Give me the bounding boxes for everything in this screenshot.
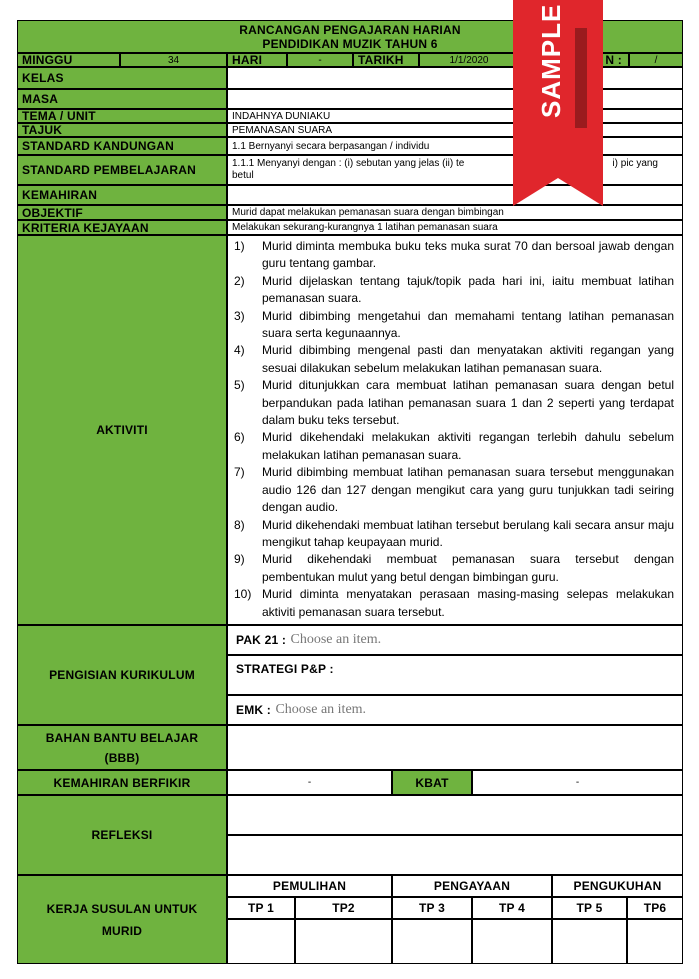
- group-pengayaan: PENGAYAAN: [392, 875, 552, 897]
- sp-value-part-a: 1.1.1 Menyanyi dengan : (i) sebutan yang jelas (ii) te: [232, 158, 465, 169]
- aktiviti-list-cell: [227, 235, 683, 625]
- refleksi-line2: [227, 835, 683, 875]
- bbb-label-line2: (BBB): [104, 750, 140, 765]
- tp-cell: [295, 919, 392, 964]
- susulan-label-line2: MURID: [101, 923, 143, 938]
- aktiviti-item: [234, 342, 674, 377]
- aktiviti-item-text: Murid dibimbing mengetahui dan memahami tentang latihan pemanasan suara serta kegunaannya.: [262, 308, 674, 341]
- aktiviti-item-text: Murid ditunjukkan cara membuat latihan pemanasan suara dengan betul berpandukan pada latihan pemanasan suara 1 dan 2 seperti yang terdapat dalam buku teks tersebut.: [262, 378, 674, 428]
- tp-cell: [392, 919, 472, 964]
- tema-label: TEMA / UNIT: [17, 109, 227, 123]
- aktiviti-item: [234, 273, 674, 308]
- aktiviti-item: [234, 517, 674, 552]
- tp-header: TP 4: [472, 897, 552, 919]
- sk-value: 1.1 Bernyanyi secara berpasangan / individu: [227, 137, 683, 155]
- group-pengukuhan: PENGUKUHAN: [552, 875, 683, 897]
- aktiviti-item: [234, 464, 674, 516]
- refleksi-label: REFLEKSI: [17, 795, 227, 875]
- pak21-label: PAK 21 :: [236, 633, 287, 647]
- sample-ribbon-watermark: [513, 0, 603, 178]
- tp-header: TP 1: [227, 897, 295, 919]
- aktiviti-list: [234, 238, 674, 621]
- minggu-value: 34: [120, 53, 227, 67]
- aktiviti-item-number: 9): [234, 552, 245, 567]
- bbb-label-line1: BAHAN BANTU BELAJAR: [45, 730, 199, 745]
- tp-cell: [472, 919, 552, 964]
- berfikir-label: KEMAHIRAN BERFIKIR: [17, 770, 227, 795]
- aktiviti-item-number: 7): [234, 465, 245, 480]
- kelas-value: [227, 67, 683, 89]
- refleksi-line1: [227, 795, 683, 835]
- aktiviti-item-text: Murid dibimbing mengenal pasti dan menyatakan aktiviti regangan yang sesuai dilakukan sebelum melakukan latihan pemanasan suara.: [262, 343, 674, 375]
- aktiviti-item-number: 8): [234, 517, 245, 532]
- tajuk-label: TAJUK: [17, 123, 227, 137]
- tp-header: TP6: [627, 897, 683, 919]
- sk-label: STANDARD KANDUNGAN: [17, 137, 227, 155]
- susulan-label-line1: KERJA SUSULAN UNTUK: [46, 901, 198, 916]
- ribbon-tip: [513, 178, 603, 206]
- objektif-label: OBJEKTIF: [17, 205, 227, 220]
- sp-value-part-b: i) pic yang: [612, 158, 658, 169]
- tp-cell: [552, 919, 627, 964]
- kbat-value: -: [472, 770, 683, 795]
- tp-cell: [627, 919, 683, 964]
- tp-cell: [227, 919, 295, 964]
- aktiviti-item-text: Murid dikehendaki membuat latihan tersebut berulang kali secara ansur maju mengikut tahap keupayaan murid.: [262, 517, 674, 549]
- aktiviti-item: [234, 429, 674, 464]
- strategi-label: STRATEGI P&P :: [236, 662, 334, 676]
- tp-header: TP 5: [552, 897, 627, 919]
- kriteria-value: Melakukan sekurang-kurangnya 1 latihan pemanasan suara: [227, 220, 683, 235]
- aktiviti-item: [234, 377, 674, 429]
- aktiviti-item: [234, 551, 674, 586]
- masa-value: [227, 89, 683, 109]
- bbb-value: [227, 725, 683, 770]
- tema-value: INDAHNYA DUNIAKU: [227, 109, 683, 123]
- pak21-row: [227, 625, 683, 655]
- aktiviti-item: [234, 238, 674, 273]
- aktiviti-item-number: 10): [234, 587, 252, 602]
- aktiviti-item-text: Murid dibimbing membuat latihan pemanasan suara tersebut menggunakan audio 126 dan 127 dengan mengikut cara yang guru tunjukkan tadi seiring dengan audio.: [262, 465, 674, 515]
- aktiviti-item-text: Murid dikehendaki melakukan aktiviti regangan terlebih dahulu sebelum melakukan latihan pemanasan suara.: [262, 430, 674, 462]
- sample-watermark-text: SAMPLE: [536, 3, 566, 118]
- bbb-label: [17, 725, 227, 770]
- kemahiran-value: [227, 185, 683, 205]
- aktiviti-item-text: Murid diminta menyatakan perasaan masing-masing selepas melakukan aktiviti pemanasan suara tersebut.: [262, 587, 674, 619]
- objektif-value: Murid dapat melakukan pemanasan suara dengan bimbingan: [227, 205, 683, 220]
- hari-value: -: [287, 53, 353, 67]
- tarikh-value: 1/1/2020: [419, 53, 519, 67]
- ribbon-tag: [575, 28, 587, 128]
- minggu-label: MINGGU: [17, 53, 120, 67]
- strategi-row: [227, 655, 683, 695]
- berfikir-value: -: [227, 770, 392, 795]
- masa-info-value: /: [629, 53, 683, 67]
- hari-label: HARI: [227, 53, 287, 67]
- aktiviti-item-number: 5): [234, 378, 245, 393]
- aktiviti-item-number: 4): [234, 343, 245, 358]
- emk-row: [227, 695, 683, 725]
- masa-info-label: N :: [519, 53, 629, 67]
- tp-header: TP2: [295, 897, 392, 919]
- pak21-select[interactable]: Choose an item.: [290, 632, 382, 647]
- kemahiran-label: KEMAHIRAN: [17, 185, 227, 205]
- aktiviti-item-number: 1): [234, 239, 245, 253]
- aktiviti-item-number: 2): [234, 273, 245, 288]
- kelas-label: KELAS: [17, 67, 227, 89]
- kriteria-label: KRITERIA KEJAYAAN: [17, 220, 227, 235]
- aktiviti-item: [234, 586, 674, 621]
- tarikh-label: TARIKH: [353, 53, 419, 67]
- kbat-label: KBAT: [392, 770, 472, 795]
- sp-value: [227, 155, 683, 185]
- header-subtitle: PENDIDIKAN MUZIK TAHUN 6: [262, 36, 438, 51]
- tp-header: TP 3: [392, 897, 472, 919]
- aktiviti-item-number: 6): [234, 430, 245, 445]
- tajuk-value: PEMANASAN SUARA: [227, 123, 683, 137]
- kurikulum-label: PENGISIAN KURIKULUM: [17, 625, 227, 725]
- sp-label: STANDARD PEMBELAJARAN: [17, 155, 227, 185]
- sp-value-part-c: betul: [232, 170, 254, 181]
- susulan-label: [17, 875, 227, 964]
- aktiviti-item-text: Murid dijelaskan tentang tajuk/topik pada hari ini, iaitu membuat latihan pemanasan suara.: [262, 273, 674, 306]
- aktiviti-item: [234, 308, 674, 343]
- aktiviti-item-number: 3): [234, 308, 245, 323]
- aktiviti-label: AKTIVITI: [17, 235, 227, 625]
- group-pemulihan: PEMULIHAN: [227, 875, 392, 897]
- aktiviti-item-text: Murid dikehendaki membuat pemanasan suara tersebut dengan pembentukan mulut yang betul dengan bimbingan guru.: [262, 552, 674, 584]
- aktiviti-item-text: Murid diminta membuka buku teks muka surat 70 dan bersoal jawab dengan guru tentang gambar.: [262, 239, 674, 271]
- emk-select[interactable]: Choose an item.: [275, 702, 367, 717]
- emk-label: EMK :: [236, 703, 271, 717]
- header-title: RANCANGAN PENGAJARAN HARIAN: [239, 22, 461, 37]
- masa-label: MASA: [17, 89, 227, 109]
